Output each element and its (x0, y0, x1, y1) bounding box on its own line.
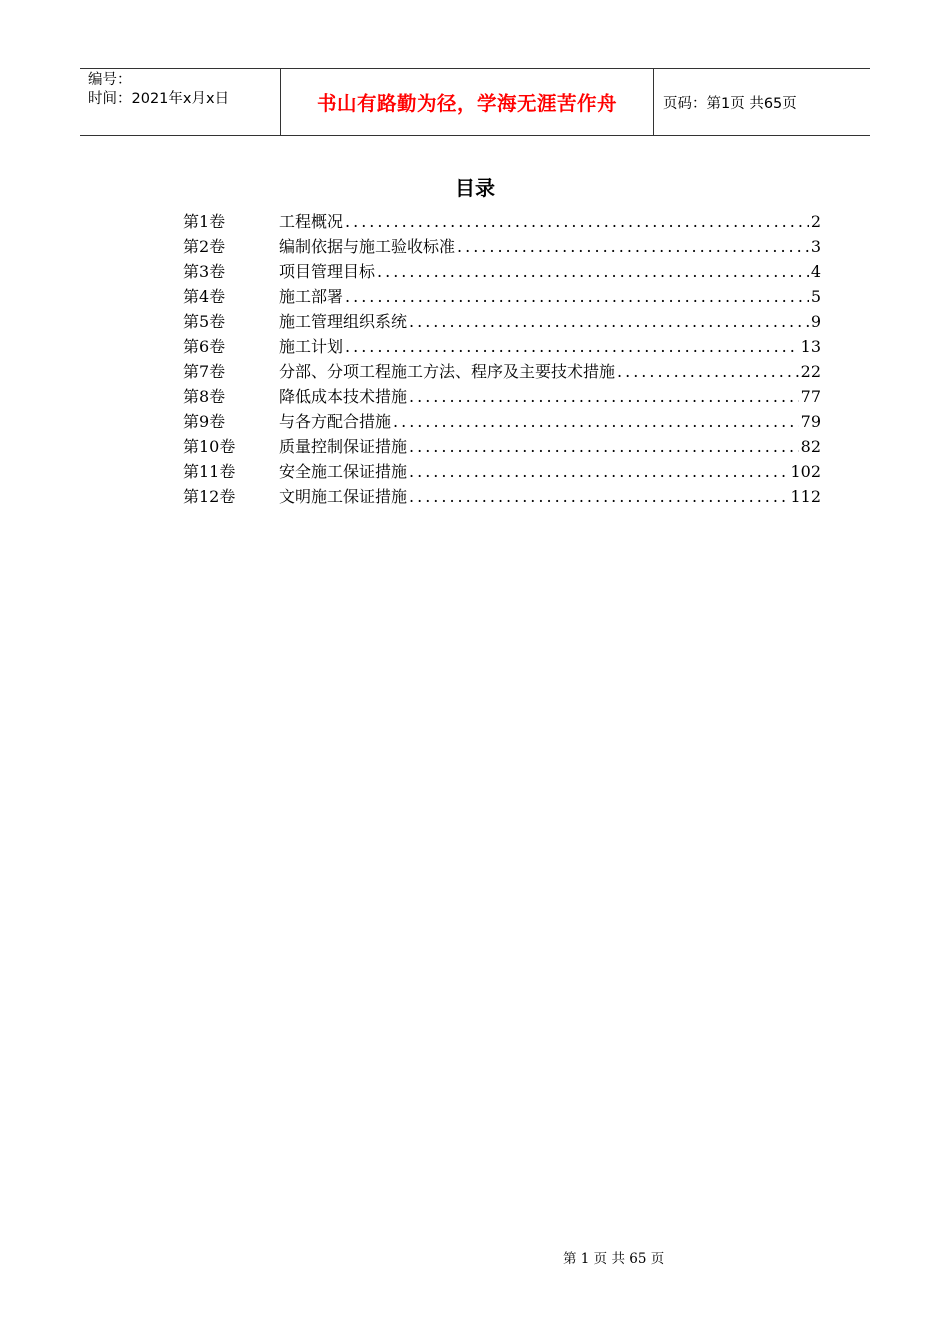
motto-text: 书山有路勤为径，学海无涯苦作舟 (316, 92, 617, 115)
toc-page-number: 3 (810, 237, 821, 256)
toc-entry[interactable] (183, 334, 821, 359)
toc-volume: 第12卷 (183, 487, 236, 506)
toc-entry-title: 编制依据与施工验收标准 (279, 237, 456, 256)
toc-volume: 第8卷 (183, 387, 226, 406)
toc-dot-leader (409, 434, 799, 459)
toc-page-number: 22 (800, 362, 821, 381)
toc-volume: 第6卷 (183, 337, 226, 356)
toc-page-number: 13 (800, 337, 821, 356)
toc-entry[interactable] (183, 434, 821, 459)
toc-entry[interactable] (183, 209, 821, 234)
document-time-label: 时间：2021年x月x日 (88, 91, 230, 107)
toc-volume: 第5卷 (183, 312, 226, 331)
toc-volume: 第10卷 (183, 437, 236, 456)
page-footer: 第 1 页 共 65 页 (563, 1251, 665, 1267)
page-header (80, 68, 870, 136)
toc-page-number: 2 (810, 212, 821, 231)
toc-page-number: 5 (810, 287, 821, 306)
document-number-label: 编号： (88, 72, 132, 88)
toc-volume: 第4卷 (183, 287, 226, 306)
toc-title: 目录 (455, 176, 495, 200)
toc-dot-leader (617, 359, 799, 384)
toc-volume: 第1卷 (183, 212, 226, 231)
header-page-info: 页码：第1页 共65页 (663, 95, 797, 112)
toc-entry[interactable] (183, 409, 821, 434)
toc-entry-title: 施工部署 (279, 287, 344, 306)
toc-entry[interactable] (183, 284, 821, 309)
toc-dot-leader (345, 284, 809, 309)
toc-page-number: 4 (810, 262, 821, 281)
toc-entry[interactable] (183, 234, 821, 259)
toc-entry-title: 与各方配合措施 (279, 412, 392, 431)
toc-volume: 第11卷 (183, 462, 236, 481)
toc-dot-leader (393, 409, 799, 434)
toc-entry[interactable] (183, 459, 821, 484)
toc-entry-title: 降低成本技术措施 (279, 387, 408, 406)
toc-page-number: 9 (810, 312, 821, 331)
toc-entry[interactable] (183, 259, 821, 284)
toc-dot-leader (457, 234, 809, 259)
toc-entry-title: 施工计划 (279, 337, 344, 356)
table-of-contents (183, 209, 821, 509)
toc-dot-leader (377, 259, 809, 284)
header-motto-cell (281, 69, 654, 135)
toc-dot-leader (409, 484, 788, 509)
toc-entry-title: 施工管理组织系统 (279, 312, 408, 331)
toc-entry[interactable] (183, 309, 821, 334)
toc-dot-leader (345, 209, 809, 234)
toc-page-number: 79 (800, 412, 821, 431)
toc-entry[interactable] (183, 384, 821, 409)
toc-volume: 第7卷 (183, 362, 226, 381)
toc-volume: 第2卷 (183, 237, 226, 256)
toc-volume: 第9卷 (183, 412, 226, 431)
toc-page-number: 112 (790, 487, 821, 506)
toc-dot-leader (409, 459, 788, 484)
toc-dot-leader (345, 334, 799, 359)
toc-entry-title: 工程概况 (279, 212, 344, 231)
toc-entry-title: 分部、分项工程施工方法、程序及主要技术措施 (279, 362, 616, 381)
toc-page-number: 77 (800, 387, 821, 406)
toc-entry-title: 项目管理目标 (279, 262, 376, 281)
toc-entry-title: 质量控制保证措施 (279, 437, 408, 456)
header-meta-cell (80, 69, 281, 135)
toc-entry-title: 安全施工保证措施 (279, 462, 408, 481)
toc-volume: 第3卷 (183, 262, 226, 281)
header-page-cell (654, 69, 870, 135)
toc-entry-title: 文明施工保证措施 (279, 487, 408, 506)
toc-dot-leader (409, 384, 799, 409)
toc-page-number: 102 (790, 462, 821, 481)
toc-entry[interactable] (183, 484, 821, 509)
toc-page-number: 82 (800, 437, 821, 456)
toc-dot-leader (409, 309, 809, 334)
toc-entry[interactable] (183, 359, 821, 384)
